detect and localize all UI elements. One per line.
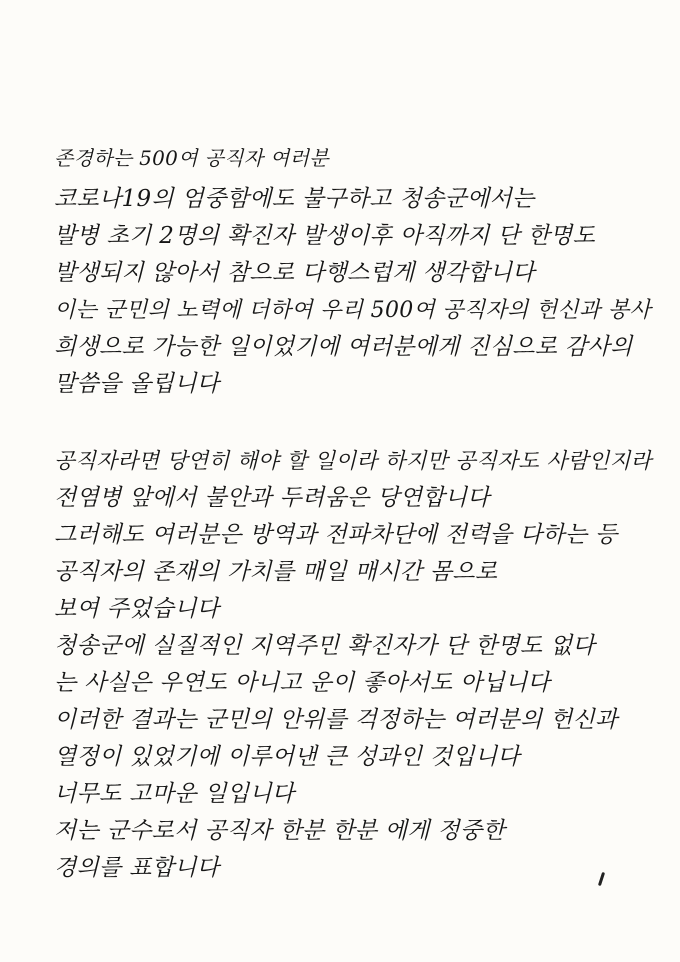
letter-line: 코로나19의 엄중함에도 불구하고 청송군에서는 [54, 186, 535, 212]
letter-line: 그러해도 여러분은 방역과 전파차단에 전력을 다하는 등 [54, 522, 618, 548]
letter-line: 이러한 결과는 군민의 안위를 걱정하는 여러분의 헌신과 [54, 707, 618, 733]
letter-line: 희생으로 가능한 일이었기에 여러분에게 진심으로 감사의 [54, 334, 633, 360]
handwritten-letter [54, 140, 654, 887]
letter-line: 공직자의 존재의 가치를 매일 매시간 몸으로 [54, 559, 498, 585]
letter-greeting: 존경하는 500여 공직자 여러분 [54, 146, 329, 170]
letter-line: 공직자라면 당연히 해야 할 일이라 하지만 공직자도 사람인지라 [54, 449, 652, 474]
letter-line: 보여 주었습니다 [54, 596, 220, 622]
letter-line: 말씀을 올립니다 [54, 371, 220, 397]
letter-line: 열정이 있었기에 이루어낸 큰 성과인 것입니다 [54, 744, 520, 770]
letter-line: 이는 군민의 노력에 더하여 우리 500여 공직자의 헌신과 봉사 [54, 298, 651, 323]
letter-line: 경의를 표합니다 [54, 855, 220, 881]
letter-line: 발병 초기 2명의 확진자 발생이후 아직까지 단 한명도 [54, 223, 596, 249]
letter-line: 저는 군수로서 공직자 한분 한분 에게 정중한 [54, 818, 505, 844]
paragraph-gap [54, 403, 654, 443]
letter-line: 청송군에 실질적인 지역주민 확진자가 단 한명도 없다 [54, 633, 596, 659]
letter-line: 는 사실은 우연도 아니고 운이 좋아서도 아닙니다 [54, 670, 551, 696]
letter-line: 너무도 고마운 일입니다 [54, 781, 295, 807]
letter-line: 전염병 앞에서 불안과 두려움은 당연합니다 [54, 485, 490, 511]
letter-line: 발생되지 않아서 참으로 다행스럽게 생각합니다 [54, 260, 535, 286]
